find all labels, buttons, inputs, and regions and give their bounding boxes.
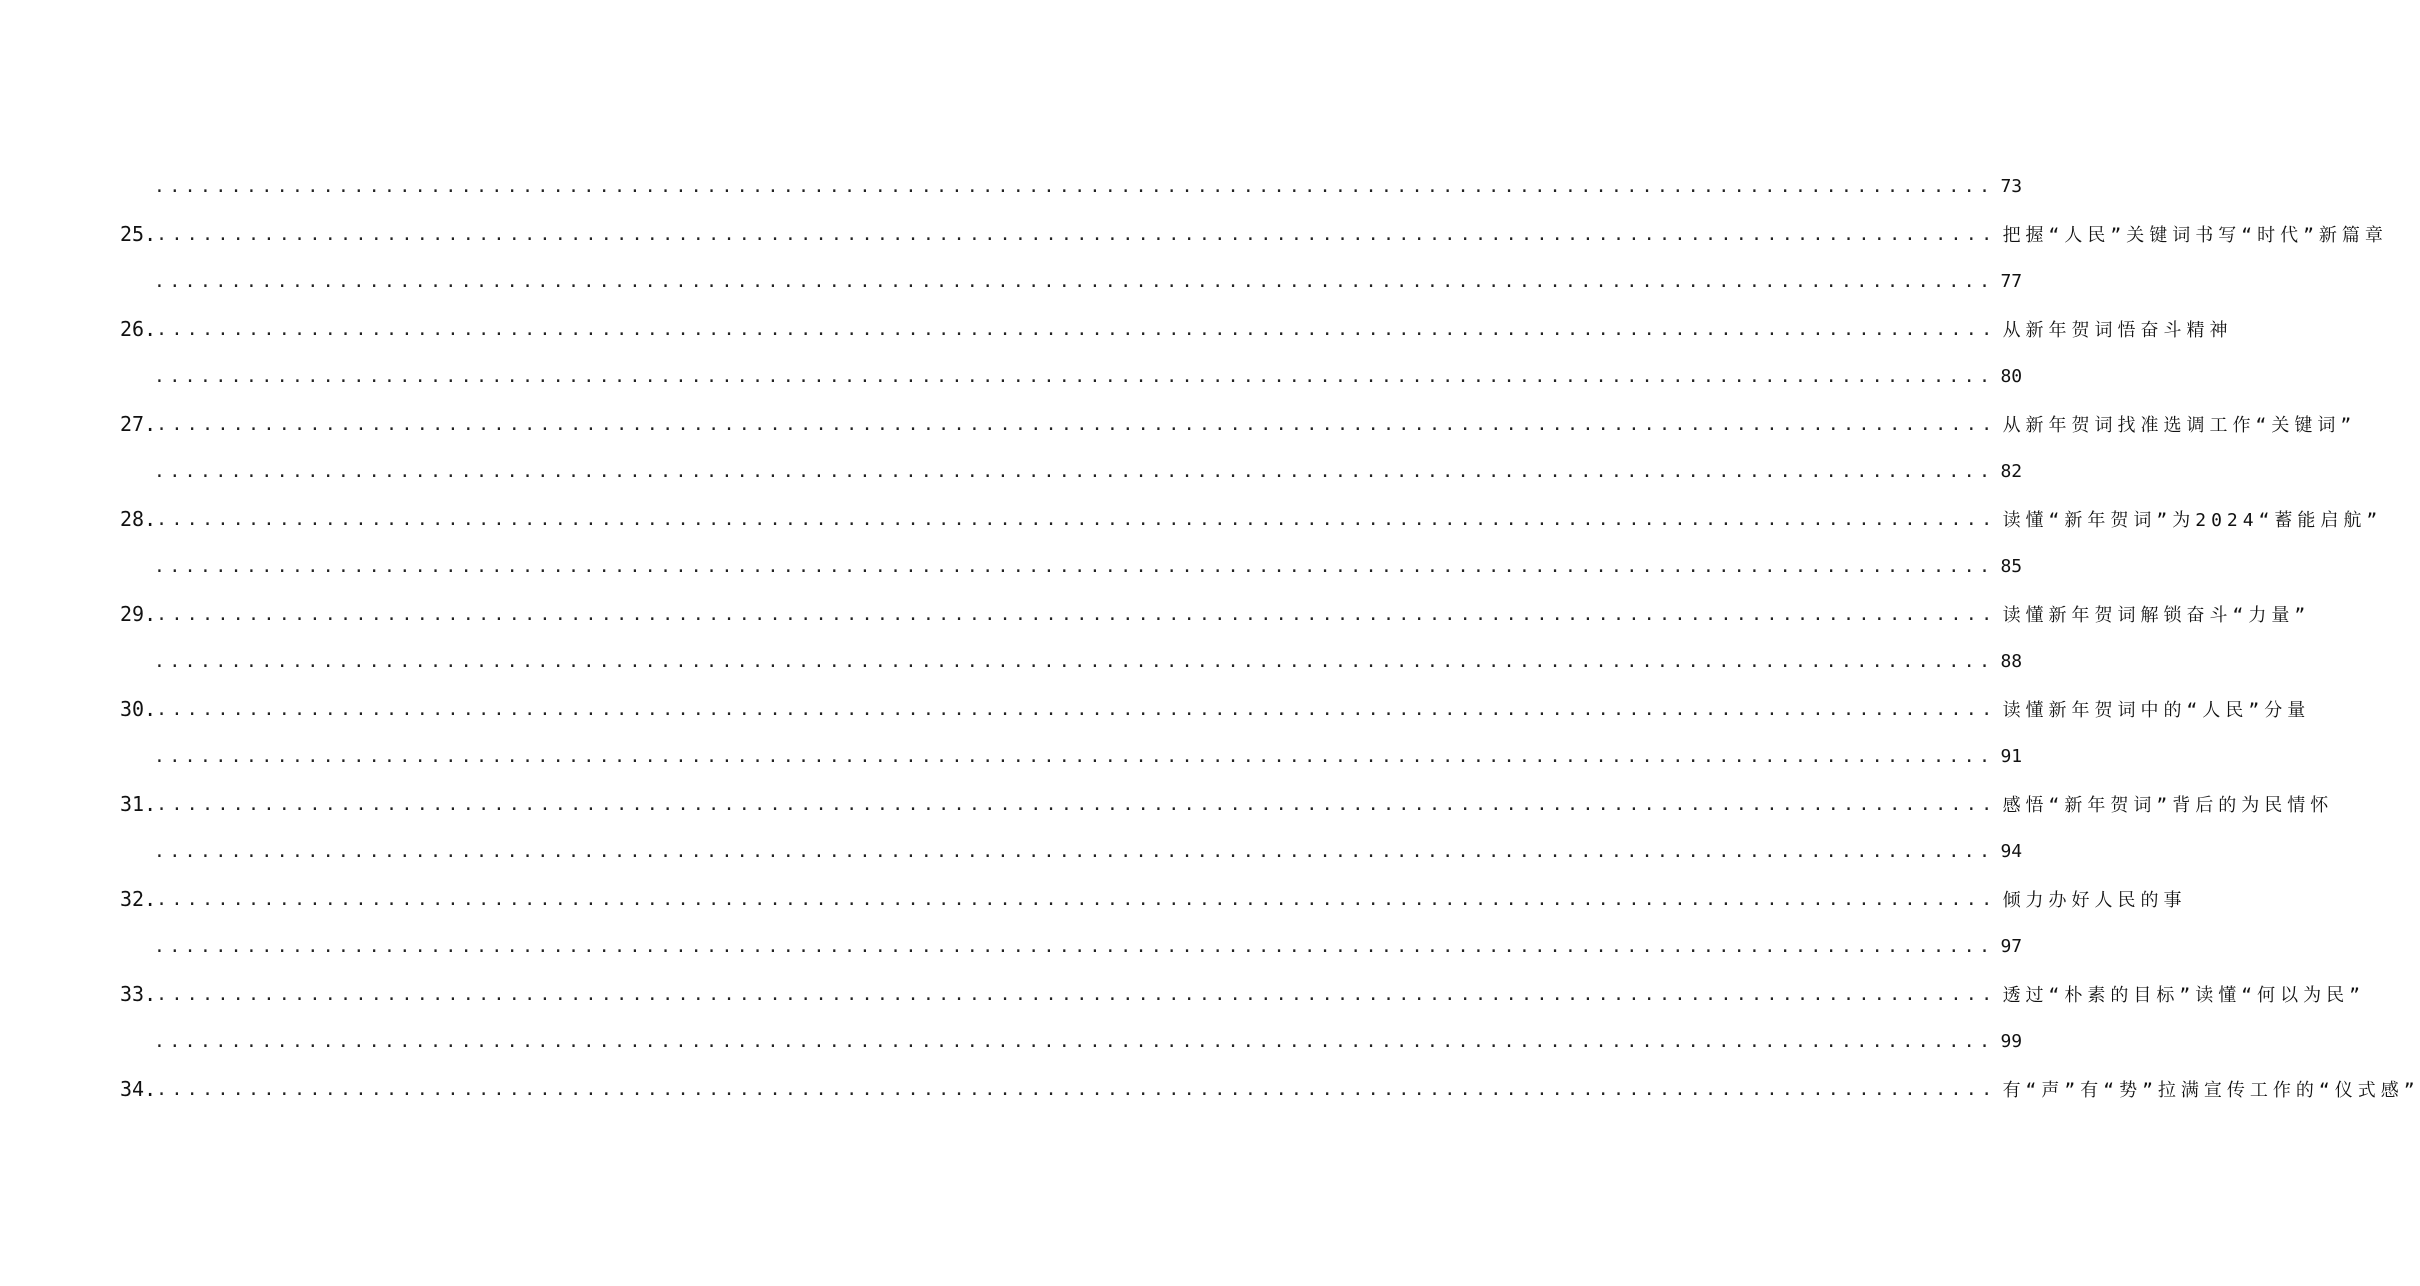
toc-page-number: 91 <box>2000 745 2023 767</box>
toc-entry-number: 34. <box>120 1077 157 1101</box>
dot-leader: ........................................................................................................................ <box>156 508 1997 530</box>
dot-leader: ........................................................................................................................ <box>154 1030 1995 1052</box>
toc-entry-title: 从新年贺词悟奋斗精神 <box>2002 320 2233 341</box>
toc-page-line <box>154 932 2023 960</box>
toc-entry-number: 28. <box>120 507 157 531</box>
toc-entry-title: 把握“人民”关键词书写“时代”新篇章 <box>2002 225 2388 246</box>
dot-leader: ........................................................................................................................ <box>156 793 1997 815</box>
toc-page-line <box>154 267 2023 295</box>
toc-page-number: 94 <box>2000 840 2023 862</box>
toc-entry-number: 25. <box>120 222 157 246</box>
dot-leader: ........................................................................................................................ <box>156 603 1997 625</box>
dot-leader: ........................................................................................................................ <box>156 223 1997 245</box>
toc-page-number: 77 <box>2000 270 2023 292</box>
dot-leader: ........................................................................................................................ <box>154 270 1995 292</box>
dot-leader: ........................................................................................................................ <box>156 888 1997 910</box>
toc-entry-title: 从新年贺词找准选调工作“关键词” <box>2002 415 2357 436</box>
dot-leader: ........................................................................................................................ <box>154 840 1995 862</box>
toc-page-number: 80 <box>2000 365 2023 387</box>
dot-leader: ........................................................................................................................ <box>154 650 1995 672</box>
toc-entry[interactable] <box>120 1075 2420 1103</box>
toc-page-number: 82 <box>2000 460 2023 482</box>
toc-entry[interactable] <box>120 695 2311 723</box>
toc-entry-title: 感悟“新年贺词”背后的为民情怀 <box>2002 795 2334 816</box>
toc-entry-title: 透过“朴素的目标”读懂“何以为民” <box>2002 985 2365 1006</box>
toc-entry-title: 读懂新年贺词解锁奋斗“力量” <box>2002 605 2311 626</box>
toc-entry-number: 29. <box>120 602 157 626</box>
toc-page-line <box>154 647 2023 675</box>
toc-entry-title: 有“声”有“势”拉满宣传工作的“仪式感” <box>2002 1080 2420 1101</box>
toc-entry[interactable] <box>120 980 2365 1008</box>
toc-page-line <box>154 552 2023 580</box>
toc-entry-number: 32. <box>120 887 157 911</box>
toc-entry[interactable] <box>120 410 2357 438</box>
dot-leader: ........................................................................................................................ <box>156 698 1997 720</box>
toc-page-line <box>154 362 2023 390</box>
toc-entry[interactable] <box>120 600 2311 628</box>
toc-entry[interactable] <box>120 885 2187 913</box>
toc-page-number: 85 <box>2000 555 2023 577</box>
dot-leader: ........................................................................................................................ <box>156 983 1997 1005</box>
toc-entry-title: 倾力办好人民的事 <box>2002 890 2187 911</box>
toc-entry-number: 26. <box>120 317 157 341</box>
toc-entry[interactable] <box>120 315 2233 343</box>
dot-leader: ........................................................................................................................ <box>154 175 1995 197</box>
toc-page-number: 99 <box>2000 1030 2023 1052</box>
dot-leader: ........................................................................................................................ <box>154 935 1995 957</box>
toc-entry[interactable] <box>120 505 2383 533</box>
toc-page-line <box>154 1027 2023 1055</box>
dot-leader: ........................................................................................................................ <box>156 318 1997 340</box>
toc-page-line <box>154 742 2023 770</box>
toc-page-number: 97 <box>2000 935 2023 957</box>
toc-entry-number: 31. <box>120 792 157 816</box>
toc-entry-title: 读懂“新年贺词”为2024“蓄能启航” <box>2002 510 2383 531</box>
dot-leader: ........................................................................................................................ <box>154 460 1995 482</box>
toc-entry-title: 读懂新年贺词中的“人民”分量 <box>2002 700 2311 721</box>
dot-leader: ........................................................................................................................ <box>154 555 1995 577</box>
toc-entry[interactable] <box>120 790 2334 818</box>
toc-entry-number: 30. <box>120 697 157 721</box>
toc-page-line <box>154 457 2023 485</box>
toc-entry[interactable] <box>120 220 2388 248</box>
dot-leader: ........................................................................................................................ <box>156 1078 1997 1100</box>
dot-leader: ........................................................................................................................ <box>154 745 1995 767</box>
toc-page-line <box>154 172 2023 200</box>
dot-leader: ........................................................................................................................ <box>156 413 1997 435</box>
toc-page-line <box>154 837 2023 865</box>
toc-entry-number: 33. <box>120 982 157 1006</box>
toc-page-number: 88 <box>2000 650 2023 672</box>
toc-entry-number: 27. <box>120 412 157 436</box>
dot-leader: ........................................................................................................................ <box>154 365 1995 387</box>
toc-page-number: 73 <box>2000 175 2023 197</box>
